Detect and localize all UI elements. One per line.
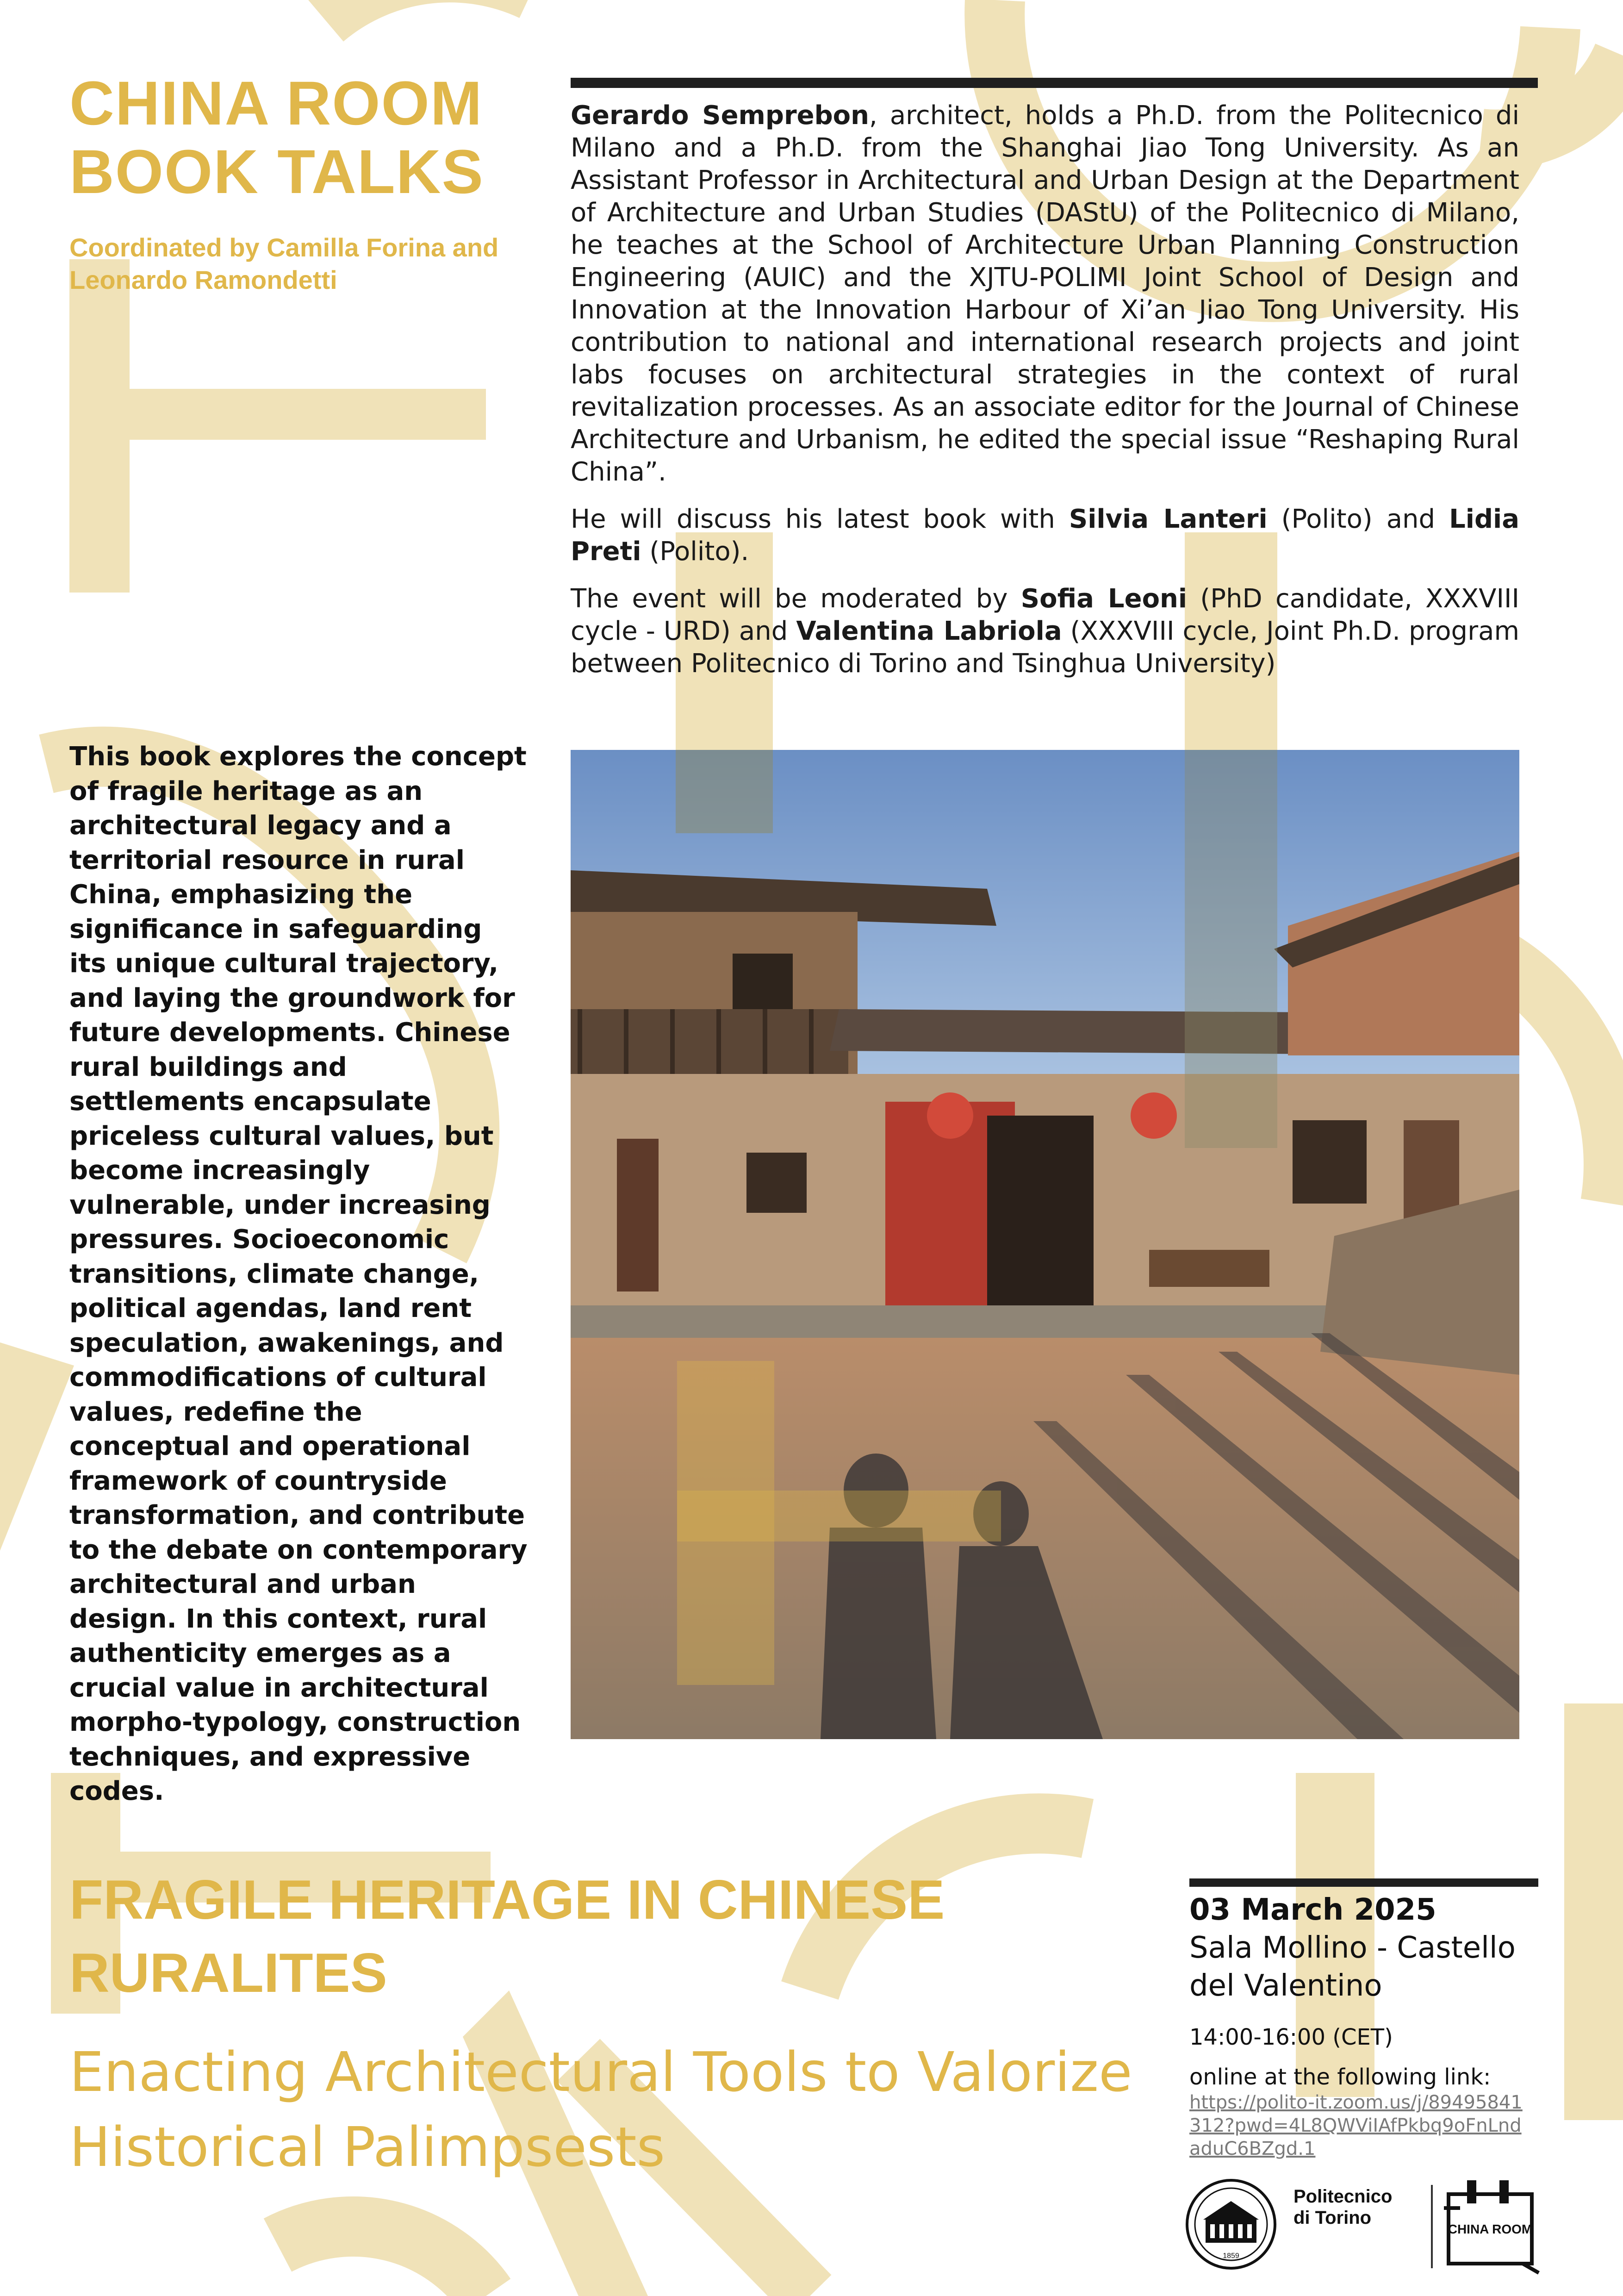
event-venue: Sala Mollino - Castello del Valentino xyxy=(1189,1931,1516,2003)
event-info xyxy=(1189,1891,1541,2160)
event-date: 03 March 2025 xyxy=(1189,1893,1436,1927)
rural-house-photo xyxy=(571,750,1519,1739)
discussants-paragraph xyxy=(571,503,1519,568)
discussant-affiliation: (Polito) and xyxy=(1267,504,1449,534)
event-time: 14:00-16:00 (CET) xyxy=(1189,2024,1393,2050)
logo-divider xyxy=(1431,2185,1433,2268)
speaker-bio xyxy=(571,100,1519,695)
speaker-name: Gerardo Semprebon xyxy=(571,100,870,131)
discussants-intro: He will discuss his latest book with xyxy=(571,504,1069,534)
top-divider xyxy=(571,78,1538,88)
series-title: CHINA ROOM BOOK TALKS xyxy=(69,69,484,206)
moderator-name: Valentina Labriola xyxy=(796,616,1062,646)
discussant-affiliation: (Polito). xyxy=(641,537,749,567)
discussant-name: Lidia Preti xyxy=(571,504,1520,567)
book-abstract: This book explores the concept of fragile heritage as an architectural legacy and a territorial resource in rural China, emphasizing the significance in safeguarding its unique cultural trajectory, and laying the groundwork for future developments. Chinese rural buildings and settlements encapsulate priceless cultural values, but become increasingly vulnerable, under increasing pressures. Socioeconomic transitions, climate change, political agendas, land rent speculation, awakenings, and commodifications of cultural values, redefine the conceptual and operational framework of countryside transformation, and contribute to the debate on contemporary architectural and urban design. In this context, rural authenticity emerges as a crucial value in architectural morpho-typology, construction techniques, and expressive codes. xyxy=(69,742,528,1806)
moderation-intro: The event will be moderated by xyxy=(571,584,1021,614)
speaker-description: , architect, holds a Ph.D. from the Politecnico di Milano and a Ph.D. from the Shanghai Jiao Tong University. As an Assistant Professor in Architectural and Urban Design at the Department of Architecture and Urban Studies (DAStU) of the Politecnico di Milano, he teaches at the School of Architecture Urban Planning Construction Engineering (AUIC) and the XJTU-POLIMI Joint School of Design and Innovation at the Innovation Harbour of Xi’an Jiao Tong University. His contribution to national and international research projects and joint labs focuses on architectural strategies in the context of rural revitalization processes. As an associate editor for the Journal of Chinese Architecture and Urbanism, he edited the special issue “Reshaping Rural China”. xyxy=(571,100,1519,487)
politecnico-name: Politecnico di Torino xyxy=(1293,2186,1393,2228)
china-room-logo xyxy=(1439,2176,1546,2277)
china-room-logo-text: CHINA ROOM xyxy=(1448,2222,1533,2236)
book-title: FRAGILE HERITAGE IN CHINESE RURALITES xyxy=(69,1869,945,2004)
moderator-affiliation: (PhD candidate, XXXVIII cycle - URD) and xyxy=(571,584,1519,646)
seal-year: 1859 xyxy=(1223,2252,1239,2260)
moderator-affiliation: (XXXVIII cycle, Joint Ph.D. program between Politecnico di Torino and Tsinghua University) xyxy=(571,616,1519,679)
zoom-link[interactable]: https://polito-it.zoom.us/j/89495841312?pwd=4L8QWViIAfPkbq9oFnLndaduC6BZgd.1 xyxy=(1189,2092,1523,2159)
discussant-name: Silvia Lanteri xyxy=(1069,504,1268,534)
coordinators: Coordinated by Camilla Forina and Leonardo Ramondetti xyxy=(69,233,499,294)
moderator-name: Sofia Leoni xyxy=(1020,584,1188,614)
book-subtitle: Enacting Architectural Tools to Valorize Historical Palimpsests xyxy=(69,2040,1132,2179)
event-divider xyxy=(1189,1878,1538,1887)
bio-paragraph xyxy=(571,100,1519,488)
online-label: online at the following link: xyxy=(1189,2064,1491,2090)
moderation-paragraph xyxy=(571,583,1519,680)
